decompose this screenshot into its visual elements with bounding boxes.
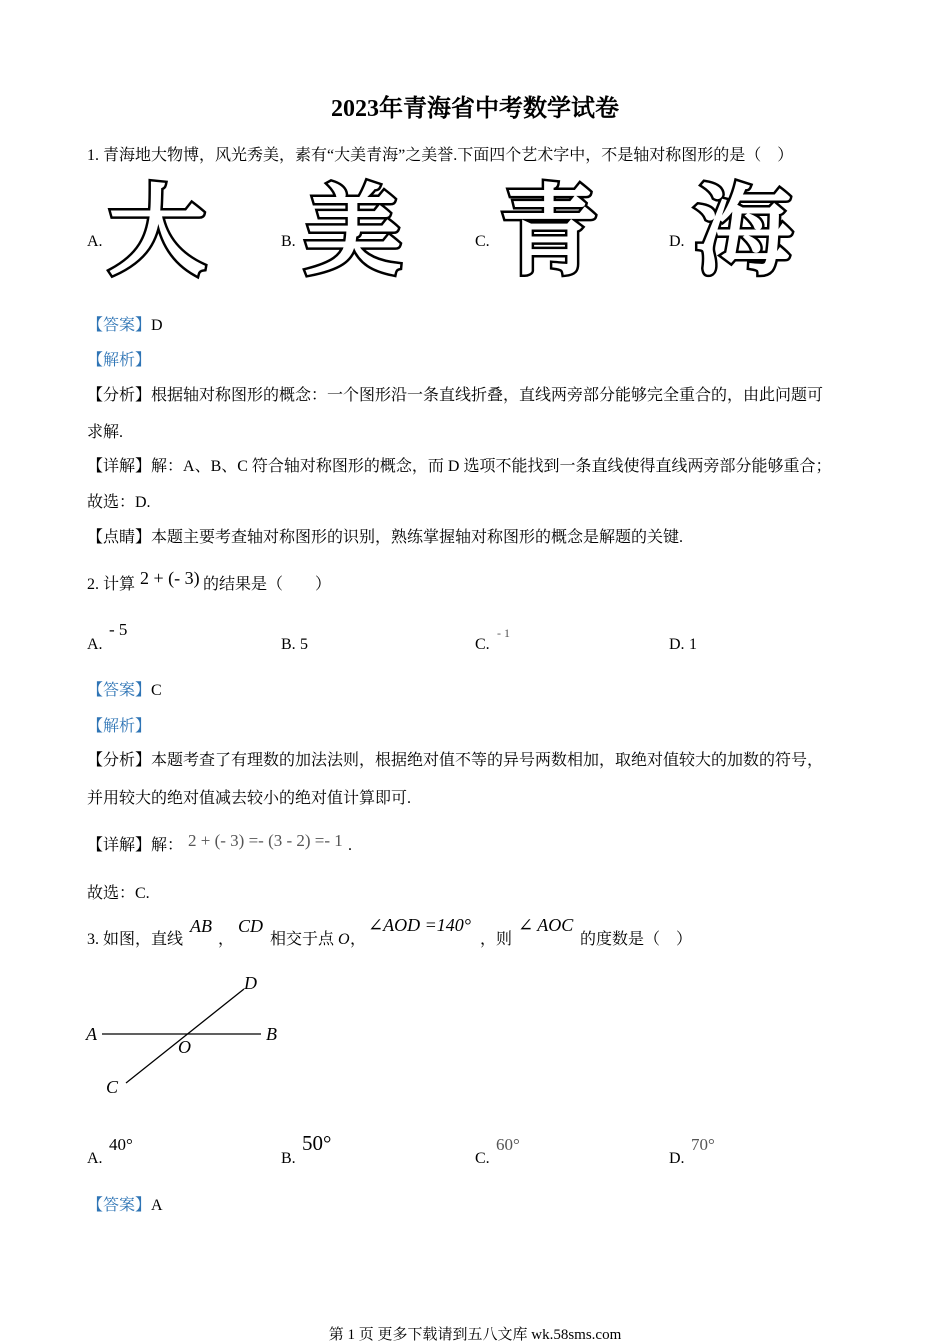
q2-option-d-label: D. xyxy=(669,636,685,653)
q2-xiangjie xyxy=(87,836,183,856)
answer-value: A xyxy=(151,1197,163,1214)
q2-stem-pre: 2. 计算 xyxy=(87,576,136,593)
q3-stem-post: 的度数是（ ） xyxy=(580,931,693,948)
q1-xiangjie-line2: 故选：D. xyxy=(87,494,151,511)
q3-option-c-label: C. xyxy=(475,1150,490,1167)
dianjing-tag: 【点睛】 xyxy=(87,529,152,546)
point-o-label: O xyxy=(178,1037,191,1057)
fenxi-tag: 【分析】 xyxy=(87,387,152,404)
answer-tag: 【答案】 xyxy=(87,1197,152,1214)
q1-stem: 1. 青海地大物博，风光秀美，素有“大美青海”之美誉.下面四个艺术字中，不是轴对称图形的是（ ） xyxy=(87,147,794,164)
page-title: 2023年青海省中考数学试卷 xyxy=(331,96,619,122)
q3-cd: CD xyxy=(238,916,264,936)
q1-option-d-label: D. xyxy=(669,233,685,250)
answer-value: D xyxy=(151,317,163,334)
q1-fenxi xyxy=(87,386,823,406)
q3-option-a-label: A. xyxy=(87,1150,103,1167)
q2-stem-expr: 2 + (- 3) xyxy=(140,568,200,588)
q2-xiangjie-post: . xyxy=(348,837,352,854)
xiangjie-pre: 解： xyxy=(151,837,184,854)
q3-option-d-value: 70° xyxy=(691,1135,715,1154)
q2-option-a-label: A. xyxy=(87,636,103,653)
q3-option-d-label: D. xyxy=(669,1150,685,1167)
q1-xiangjie xyxy=(87,457,831,477)
q2-option-c-label: C. xyxy=(475,636,490,653)
xiangjie-text: 解：A、B、C 符合轴对称图形的概念，而 D 选项不能找到一条直线使得直线两旁部分能够重合； xyxy=(151,458,832,475)
q3-option-b-value: 50° xyxy=(302,1131,332,1155)
q2-option-b-value: 5 xyxy=(300,636,308,653)
q3-option-a-value: 40° xyxy=(109,1135,133,1154)
point-d-label: D xyxy=(244,973,257,993)
q1-option-b-label: B. xyxy=(281,233,296,250)
q3-comma1: ， xyxy=(218,931,235,948)
q3-stem-pre: 3. 如图，直线 xyxy=(87,931,184,948)
q3-angle1: ∠AOD =140° xyxy=(368,915,471,935)
answer-value: C xyxy=(151,682,162,699)
q3-option-c-value: 60° xyxy=(496,1135,520,1154)
fenxi-text: 本题考查了有理数的加法法则，根据绝对值不等的异号两数相加，取绝对值较大的加数的符号， xyxy=(151,752,824,769)
fenxi-tag: 【分析】 xyxy=(87,752,152,769)
q1-fenxi-line2: 求解. xyxy=(87,424,124,441)
q3-option-b-label: B. xyxy=(281,1150,296,1167)
q3-ab: AB xyxy=(190,916,212,936)
line-cd xyxy=(126,989,244,1083)
q2-answer xyxy=(87,681,162,701)
xiangjie-tag: 【详解】 xyxy=(87,837,152,854)
q1-option-c-glyph: 青 xyxy=(500,175,599,289)
fenxi-text: 根据轴对称图形的概念：一个图形沿一条直线折叠，直线两旁部分能够完全重合的，由此问题可 xyxy=(151,387,824,404)
q2-stem-post: 的结果是（ ） xyxy=(203,576,332,593)
q3-mid: 相交于点 xyxy=(270,931,335,948)
q2-fenxi xyxy=(87,751,823,771)
point-a-label: A xyxy=(86,1024,97,1044)
q2-option-a-value: - 5 xyxy=(109,620,128,639)
q2-option-c-value: - 1 xyxy=(497,626,510,640)
point-b-label: B xyxy=(266,1024,277,1044)
q3-figure xyxy=(80,965,300,1105)
q3-comma2: ， xyxy=(350,931,367,948)
q3-o: O xyxy=(338,931,350,948)
q1-answer xyxy=(87,316,163,336)
q1-option-b-glyph: 美 xyxy=(304,175,403,289)
q2-option-b-label: B. xyxy=(281,636,296,653)
q2-xiangjie-expr: 2 + (- 3) =- (3 - 2) =- 1 xyxy=(188,831,343,850)
q1-option-d-glyph: 海 xyxy=(694,175,793,289)
q3-angle2: ∠ AOC xyxy=(518,915,574,935)
q1-option-a-label: A. xyxy=(87,233,103,250)
q2-guxuan: 故选：C. xyxy=(87,885,150,902)
answer-tag: 【答案】 xyxy=(87,682,152,699)
page-footer: 第 1 页 更多下载请到五八文库 wk.58sms.com xyxy=(328,1327,622,1343)
q1-dianjing xyxy=(87,528,683,548)
dianjing-text: 本题主要考查轴对称图形的识别，熟练掌握轴对称图形的概念是解题的关键. xyxy=(151,529,684,546)
q3-answer xyxy=(87,1196,163,1216)
q3-ze: ，则 xyxy=(480,931,513,948)
q2-option-d-value: 1 xyxy=(689,636,697,653)
point-c-label: C xyxy=(106,1077,119,1097)
q2-analysis-tag: 【解析】 xyxy=(87,718,152,735)
xiangjie-tag: 【详解】 xyxy=(87,458,152,475)
q1-option-c-label: C. xyxy=(475,233,490,250)
q1-option-a-glyph: 大 xyxy=(108,175,207,289)
q2-fenxi-line2: 并用较大的绝对值减去较小的绝对值计算即可. xyxy=(87,790,412,807)
answer-tag: 【答案】 xyxy=(87,317,152,334)
q1-analysis-tag: 【解析】 xyxy=(87,352,152,369)
